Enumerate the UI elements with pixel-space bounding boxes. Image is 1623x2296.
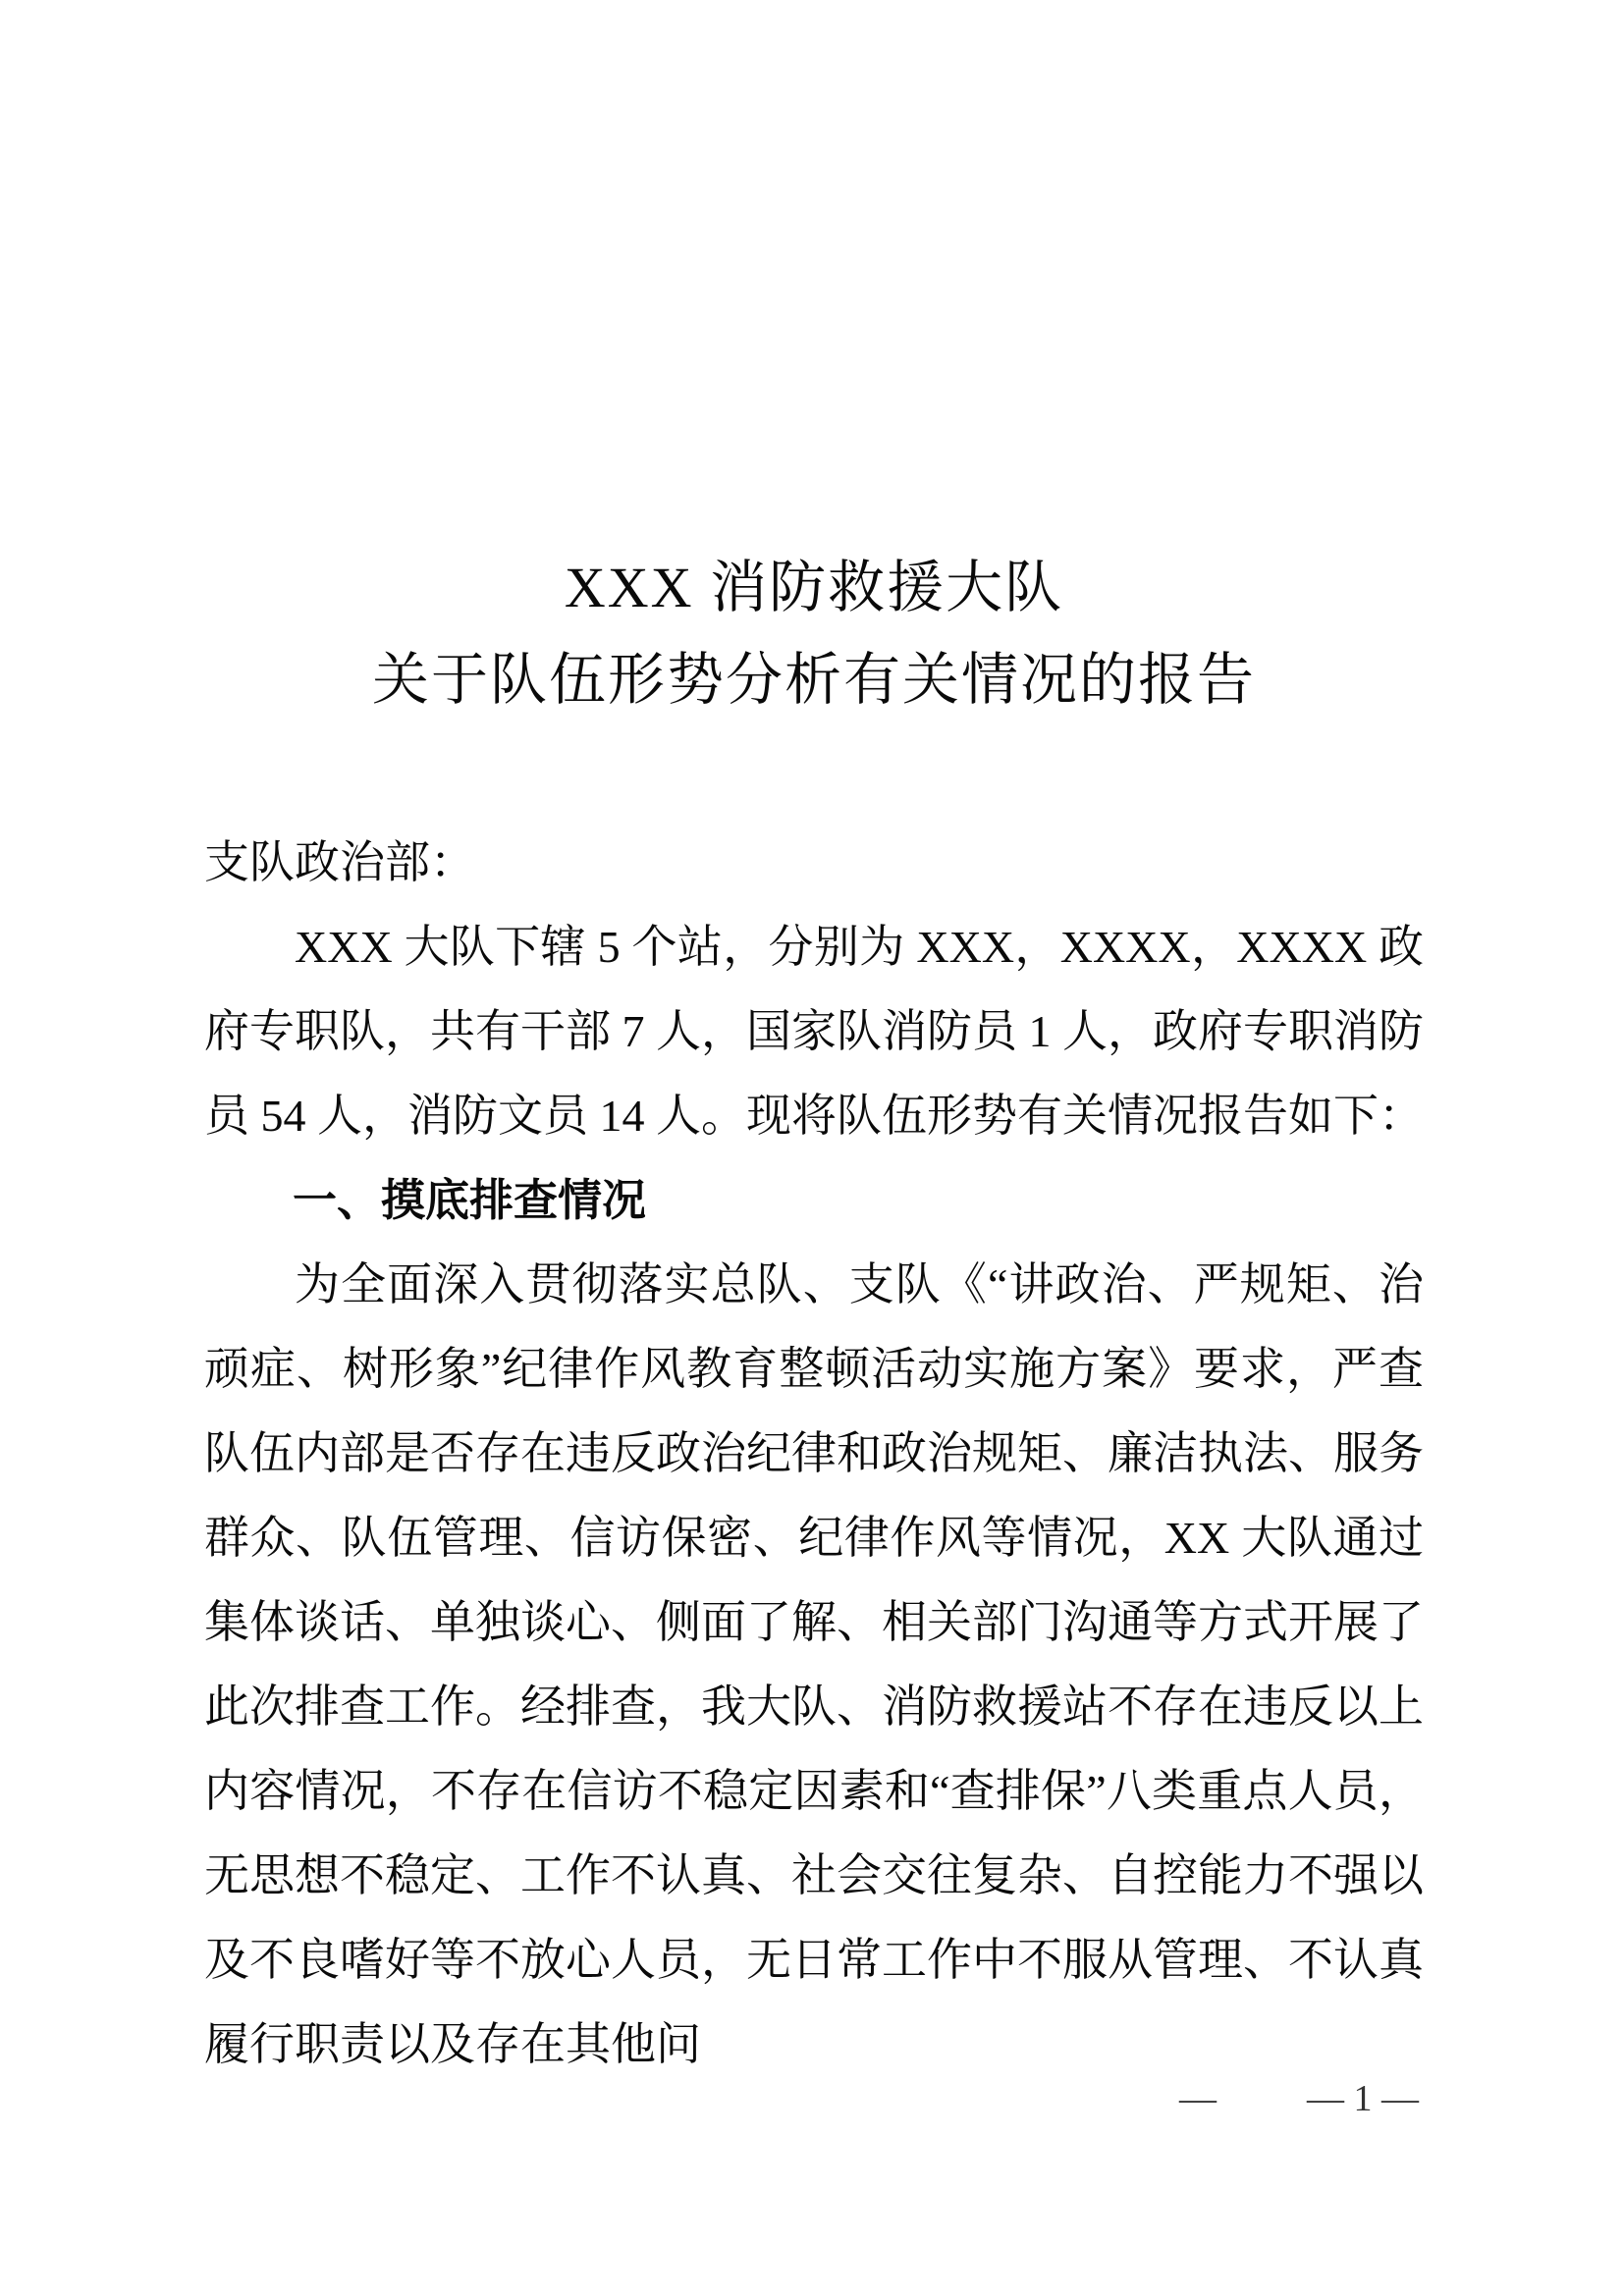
section-1-paragraph: 为全面深入贯彻落实总队、支队《“讲政治、严规矩、治顽症、树形象”纪律作风教育整顿活动实施方案》要求，严查队伍内部是否存在违反政治纪律和政治规矩、廉洁执法、服务群众、队伍管理、信访保密、纪律作风等情况，XX 大队通过集体谈话、单独谈心、侧面了解、相关部门沟通等方式开展了此次排查工作。经排查，我大队、消防救援站不存在违反以上内容情况，不存在信访不稳定因素和“查排保”八类重点人员，无思想不稳定、工作不认真、社会交往复杂、自控能力不强以及不良嗜好等不放心人员，无日常工作中不服从管理、不认真履行职责以及存在其他问 xyxy=(204,1259,1424,2069)
salutation: 支队政治部： xyxy=(204,837,475,887)
document-title-line-1: XXX 消防救援大队 xyxy=(564,556,1064,619)
page-footer xyxy=(1179,2071,1419,2126)
footer-dash: — xyxy=(1179,2078,1217,2119)
document-title-line-2: 关于队伍形势分析有关情况的报告 xyxy=(371,648,1256,712)
page-number: — 1 — xyxy=(1307,2078,1419,2119)
document-body xyxy=(204,821,1424,2087)
section-heading-1: 一、摸底排查情况 xyxy=(293,1175,647,1225)
document-title xyxy=(206,542,1422,726)
intro-paragraph: XXX 大队下辖 5 个站，分别为 XXX，XXXX，XXXX 政府专职队，共有干部 7 人，国家队消防员 1 人，政府专职消防员 54 人，消防文员 14 人。现将队伍形势有关情况报告如下： xyxy=(204,922,1424,1141)
